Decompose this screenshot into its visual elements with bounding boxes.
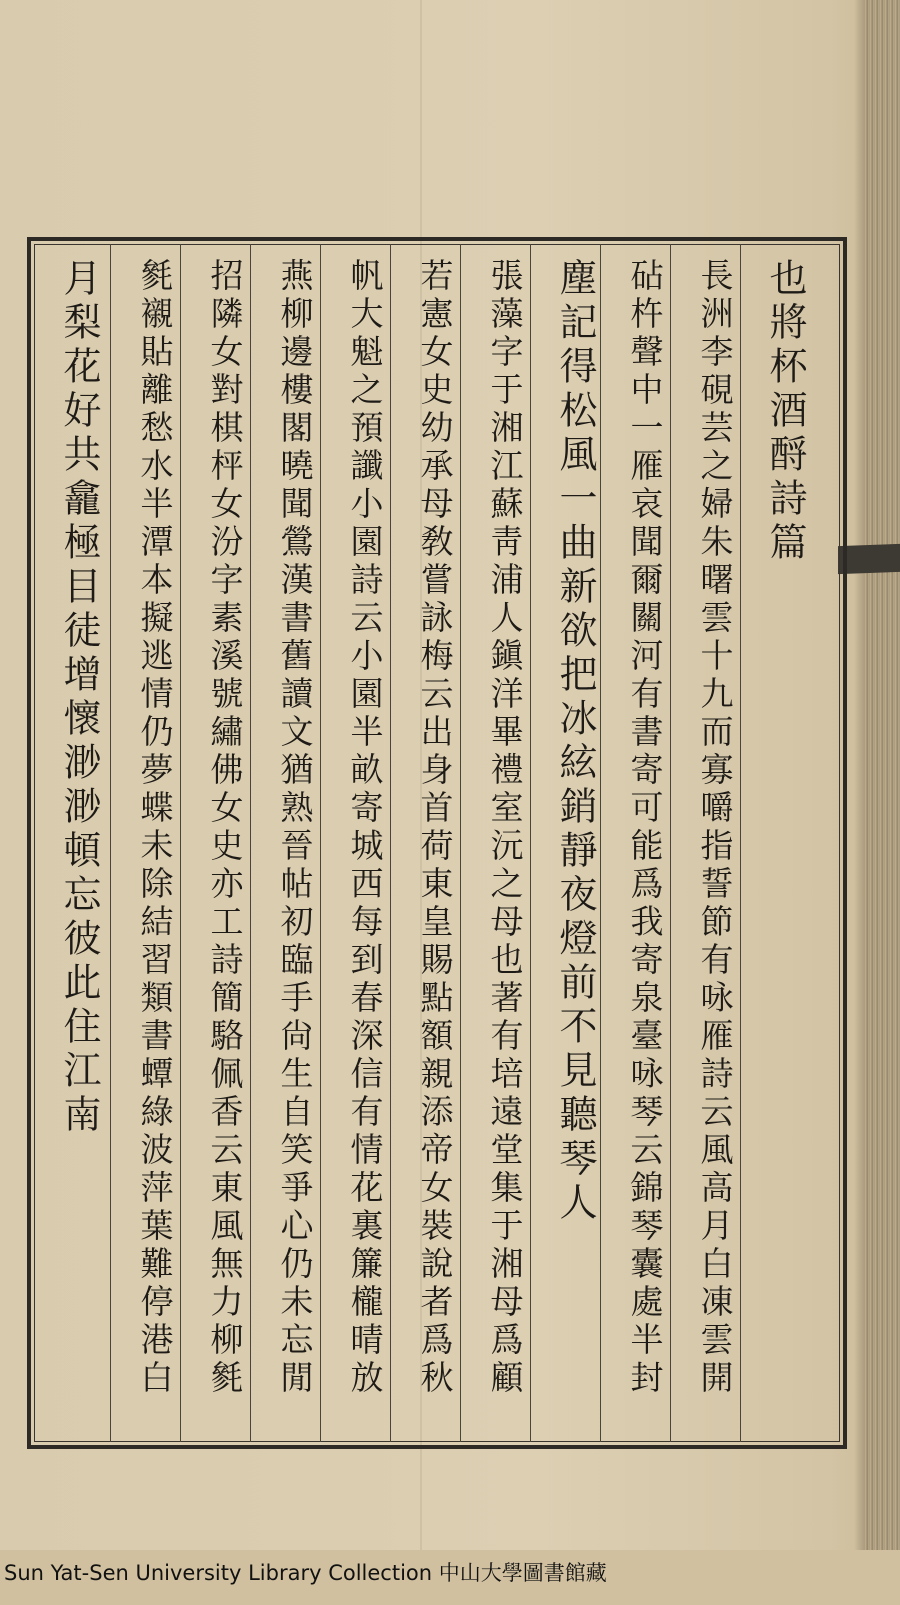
text-column-3 [610, 258, 680, 1428]
column-text: 燕柳邊樓閣曉聞鶯漢書舊讀文猶熟晉帖初臨手尙生自笑爭心仍未忘閒 [275, 258, 315, 1398]
column-text: 月梨花好共龕極目徒增懷渺渺頓忘彼此住江南 [57, 258, 101, 1138]
text-column-11 [44, 258, 114, 1428]
text-column-6 [400, 258, 470, 1428]
bookmark-ribbon [838, 544, 900, 574]
column-text: 砧杵聲中一雁哀聞爾關河有書寄可能爲我寄泉臺咏琴云錦琴囊處半封 [625, 258, 665, 1398]
column-text: 若憲女史幼承母敎嘗詠梅云出身首荷東皇賜點額親添帝女裝說者爲秋 [415, 258, 455, 1398]
text-column-7 [330, 258, 400, 1428]
column-text: 帆大魁之預讖小園詩云小園半畝寄城西每到春深信有情花裏簾櫳晴放 [345, 258, 385, 1398]
column-text: 塵記得松風一曲新欲把冰絃銷靜夜燈前不見聽琴人 [553, 258, 597, 1226]
column-text: 也將杯酒酹詩篇 [763, 258, 807, 566]
text-column-1 [750, 258, 820, 1428]
text-column-4 [540, 258, 610, 1428]
text-column-2 [680, 258, 750, 1428]
text-column-10 [120, 258, 190, 1428]
book-edge [864, 0, 900, 1605]
text-column-5 [470, 258, 540, 1428]
collection-caption: Sun Yat-Sen University Library Collection 中山大學圖書館藏 [4, 1561, 607, 1585]
column-text: 招隣女對棋枰女汾字素溪號繡佛女史亦工詩簡駱佩香云東風無力柳毿 [205, 258, 245, 1398]
text-column-8 [260, 258, 330, 1428]
column-text: 長洲李硯芸之婦朱曙雲十九而寡嚼指誓節有咏雁詩云風高月白凍雲開 [695, 258, 735, 1398]
column-text: 毿襯貼離愁水半潭本擬逃情仍夢蝶未除結習類書蟫綠波萍葉難停港白 [135, 258, 175, 1398]
column-text: 張藻字于湘江蘇靑浦人鎭洋畢禮室沅之母也著有培遠堂集于湘母爲顧 [485, 258, 525, 1398]
text-column-9 [190, 258, 260, 1428]
book-edge-shadow [854, 0, 864, 1605]
